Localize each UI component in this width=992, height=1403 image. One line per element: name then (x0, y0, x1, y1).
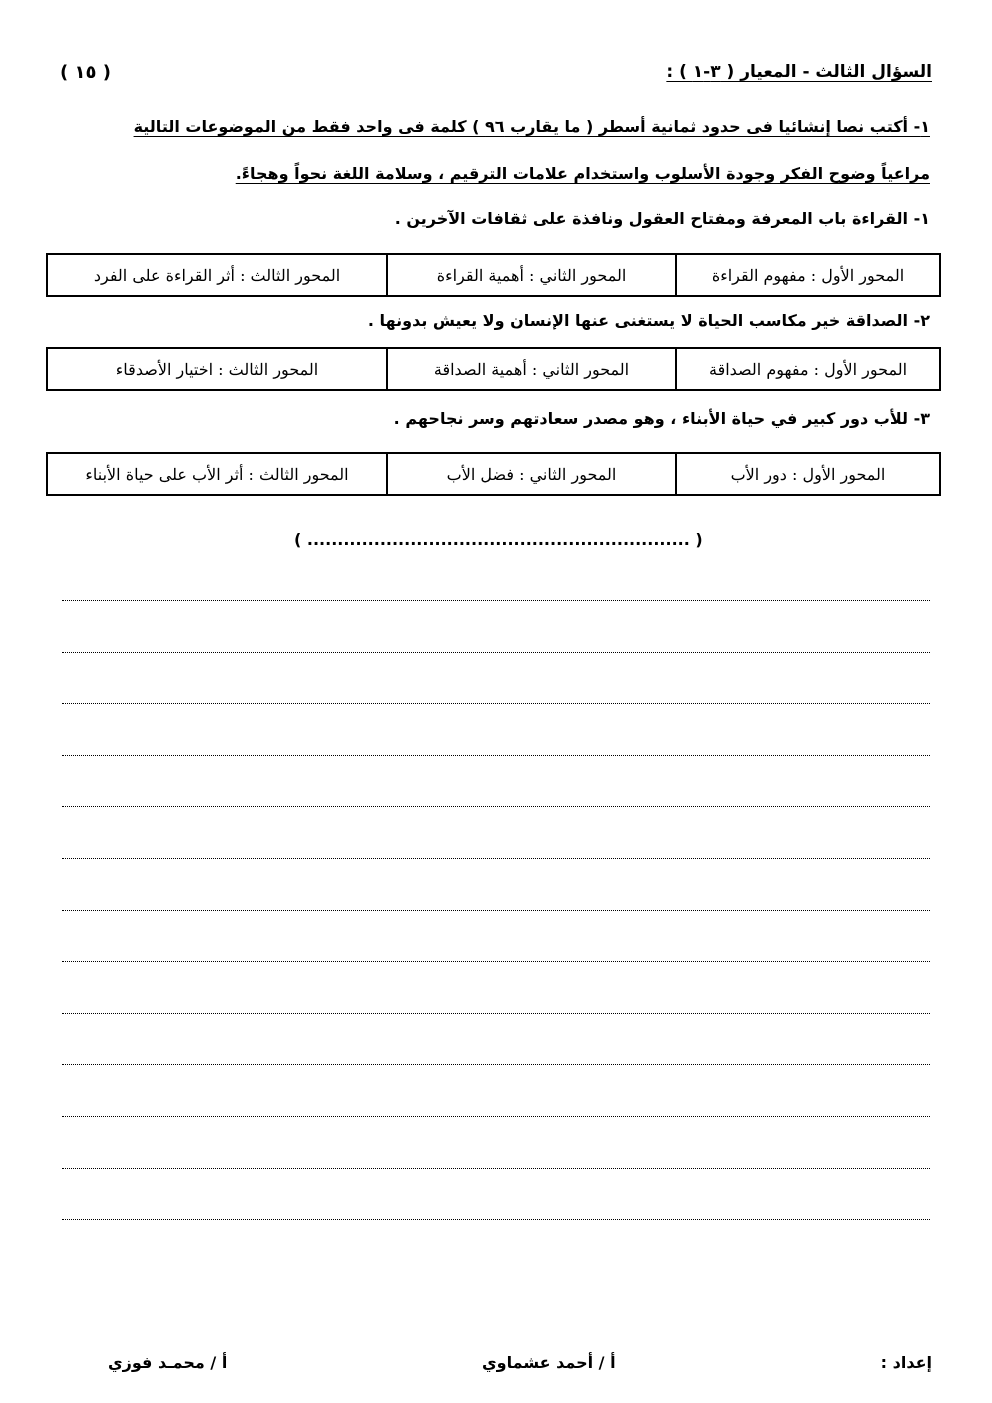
topic-3-axes-table (46, 452, 941, 496)
writing-line[interactable] (62, 858, 930, 859)
footer-label: إعداد : (880, 1353, 932, 1372)
writing-line[interactable] (62, 703, 930, 704)
topic-1-title: ١- القراءة باب المعرفة ومفتاح العقول ونافذة على ثقافات الآخرين . (394, 209, 930, 228)
writing-line[interactable] (62, 910, 930, 911)
writing-line[interactable] (62, 1219, 930, 1220)
topic-3-axis-2: المحور الثاني : فضل الأب (387, 453, 676, 495)
topic-1-axis-2: المحور الثاني : أهمية القراءة (387, 254, 676, 296)
page-number: ( ١٥ ) (60, 62, 111, 83)
writing-line[interactable] (62, 1064, 930, 1065)
topic-2-title: ٢- الصداقة خير مكاسب الحياة لا يستغنى عنها الإنسان ولا يعيش بدونها . (367, 311, 930, 330)
topic-2-axes-table (46, 347, 941, 391)
writing-line[interactable] (62, 600, 930, 601)
topic-2-axis-1: المحور الأول : مفهوم الصداقة (676, 348, 940, 390)
footer-author-2: أ / محمـد فوزي (108, 1353, 228, 1372)
writing-line[interactable] (62, 652, 930, 653)
footer-author-1: أ / أحمد عشماوي (482, 1353, 616, 1372)
writing-line[interactable] (62, 806, 930, 807)
question-heading: السؤال الثالث - المعيار ( ٣-١ ) : (666, 62, 932, 82)
instruction-line-1: ١- أكتب نصا إنشائيا فى حدود ثمانية أسطر ( ما يقارب ٩٦ ) كلمة فى واحد فقط من الموضوعات التالية (133, 117, 930, 136)
writing-line[interactable] (62, 1116, 930, 1117)
writing-line[interactable] (62, 1013, 930, 1014)
essay-title-field[interactable]: ( ............................................................... ) (294, 530, 703, 549)
writing-line[interactable] (62, 961, 930, 962)
topic-3-axis-3: المحور الثالث : أثر الأب على حياة الأبناء (47, 453, 387, 495)
topic-3-axis-1: المحور الأول : دور الأب (676, 453, 940, 495)
topic-2-axis-2: المحور الثاني : أهمية الصداقة (387, 348, 676, 390)
instruction-line-2: مراعياً وضوح الفكر وجودة الأسلوب واستخدام علامات الترقيم ، وسلامة اللغة نحواً وهجاءً. (235, 164, 930, 183)
topic-1-axis-3: المحور الثالث : أثر القراءة على الفرد (47, 254, 387, 296)
writing-line[interactable] (62, 755, 930, 756)
topic-3-title: ٣- للأب دور كبير في حياة الأبناء ، وهو مصدر سعادتهم وسر نجاحهم . (393, 409, 930, 428)
writing-line[interactable] (62, 1168, 930, 1169)
topic-1-axes-table (46, 253, 941, 297)
topic-2-axis-3: المحور الثالث : اختيار الأصدقاء (47, 348, 387, 390)
topic-1-axis-1: المحور الأول : مفهوم القراءة (676, 254, 940, 296)
footer (0, 1353, 992, 1383)
